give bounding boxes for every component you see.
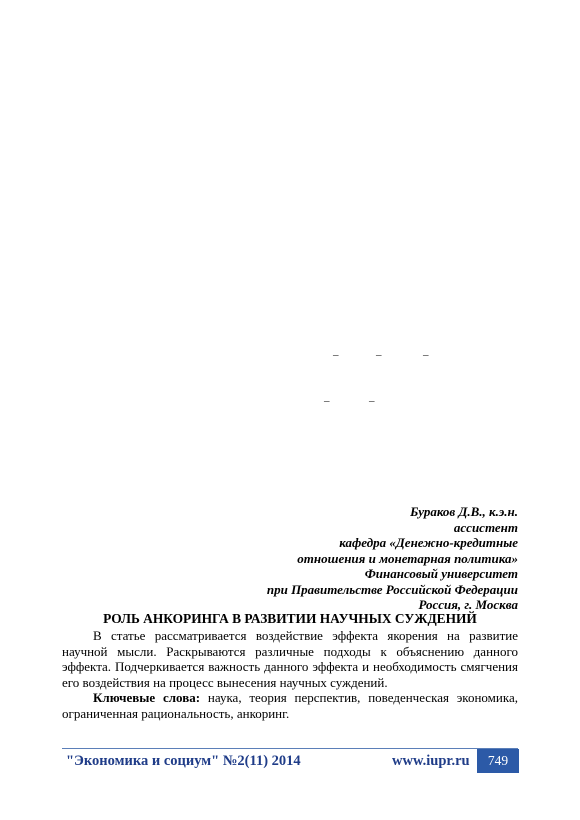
author-location: Россия, г. Москва	[418, 597, 518, 612]
author-position: ассистент	[453, 519, 518, 535]
keywords-list: наука, теория перспектив, поведенческая экономика, ограниченная рациональность, анкоринг.	[62, 690, 518, 721]
author-department-line-1: кафедра «Денежно-кредитные	[339, 535, 518, 550]
article-title: РОЛЬ АНКОРИНГА В РАЗВИТИИ НАУЧНЫХ СУЖДЕНИЙ	[103, 611, 477, 626]
stray-dash-4: –	[324, 395, 330, 407]
footer-divider	[62, 748, 518, 749]
stray-dash-5: –	[369, 395, 375, 407]
page-number: 749	[487, 753, 509, 768]
stray-dash-1: –	[333, 349, 339, 361]
keywords-label: Ключевые слова:	[93, 690, 201, 705]
stray-dash-3: –	[423, 349, 429, 361]
article-keywords	[62, 690, 518, 721]
author-name: Бураков Д.В., к.э.н.	[410, 504, 518, 519]
article-abstract: В статье рассматривается воздействие эффекта якорения на развитие научной мысли. Раскрываются различные подходы к объяснению данного эффекта. Подчеркивается важность данного эффекта и необходимость смягчения его воздействия на процесс вынесения научных суждений.	[62, 628, 518, 690]
author-university-line-2: при Правительстве Российской Федерации	[266, 581, 518, 597]
author-affiliation-block	[180, 504, 518, 613]
author-department-line-2: отношения и монетарная политика»	[297, 550, 518, 566]
footer-journal: "Экономика и социум" №2(11) 2014	[66, 753, 301, 769]
page-number-badge	[477, 749, 519, 773]
author-university: Финансовый университет	[364, 566, 518, 581]
footer-website-link[interactable]: www.iupr.ru	[392, 753, 470, 769]
stray-dash-2: –	[376, 349, 382, 361]
